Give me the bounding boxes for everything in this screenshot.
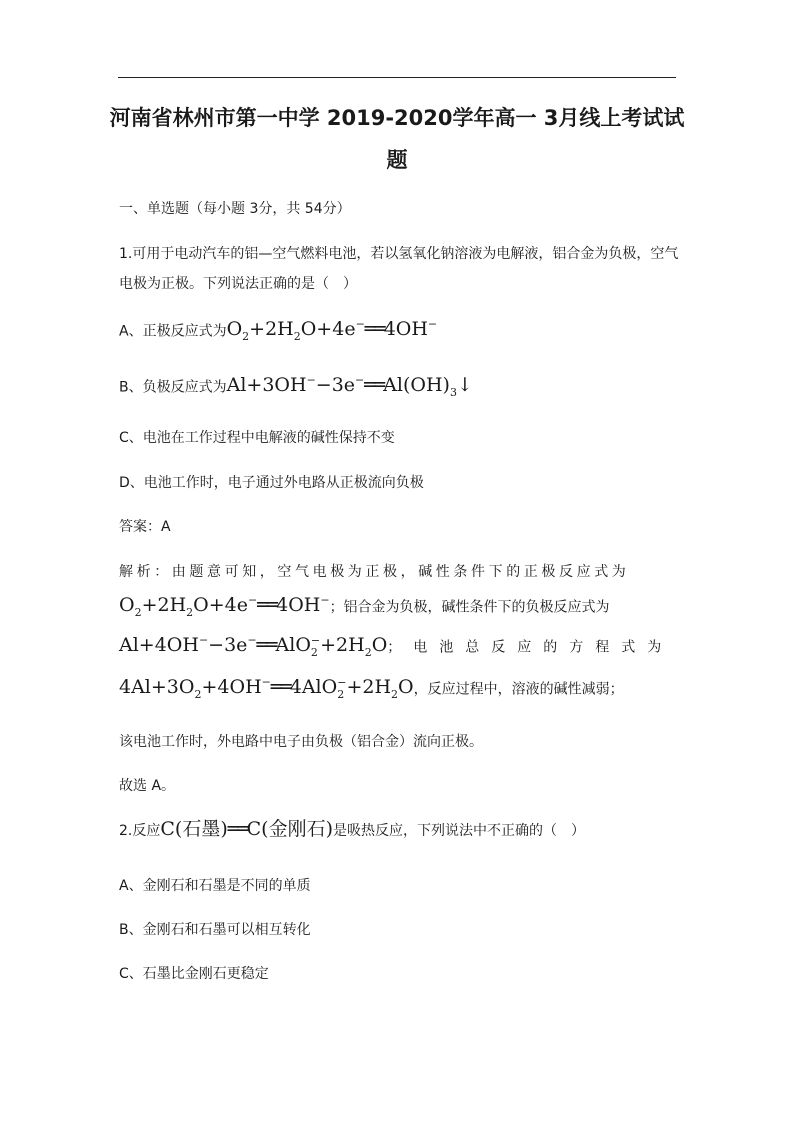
diamond-label: 金刚石 bbox=[268, 818, 326, 840]
q1-option-a-label: A、正极反应式为 bbox=[119, 323, 227, 340]
q1-stem-line2: 电极为正极。下列说法正确的是（ ） bbox=[119, 276, 357, 292]
q2-stem bbox=[119, 818, 585, 841]
q1-analysis-line4 bbox=[119, 676, 624, 701]
q2-stem-prefix: 2.反应 bbox=[119, 823, 161, 839]
q1-analysis-line3 bbox=[119, 634, 673, 659]
q1-conclusion: 故选 A。 bbox=[119, 778, 176, 794]
q1-stem-line1: 1.可用于电动汽车的铝—空气燃料电池，若以氢氧化钠溶液为电解液，铝合金为负极，空气 bbox=[119, 246, 679, 262]
equation-cathode-analysis: $O_2+2H_2O+4e^-══4OH^-$ bbox=[119, 594, 330, 620]
equation-graphite-diamond: C(石墨)══C(金刚石) bbox=[160, 818, 334, 840]
q2-option-a: A、金刚石和石墨是不同的单质 bbox=[119, 878, 311, 894]
section-heading: 一、单选题（每小题 3分，共 54分） bbox=[119, 201, 351, 217]
q1-analysis-line5: 该电池工作时，外电路中电子由负极（铝合金）流向正极。 bbox=[119, 734, 483, 750]
q1-analysis-line3-text: ；电池总反应的方程式为 bbox=[387, 639, 674, 656]
graphite-label: 石墨 bbox=[182, 818, 221, 840]
q1-analysis-line1: 解析：由题意可知，空气电极为正极，碱性条件下的正极反应式为 bbox=[119, 564, 630, 580]
q1-option-b-label: B、负极反应式为 bbox=[119, 379, 227, 396]
q1-option-d: D、电池工作时，电子通过外电路从正极流向负极 bbox=[119, 475, 424, 491]
q1-analysis-line2-text: ；铝合金为负极，碱性条件下的负极反应式为 bbox=[329, 599, 610, 616]
q1-answer: 答案：A bbox=[119, 519, 171, 535]
q2-option-c: C、石墨比金刚石更稳定 bbox=[119, 966, 269, 982]
equation-anode-wrong: $Al+3OH^--3e^-══Al(OH)_3↓$ bbox=[226, 374, 473, 400]
q1-option-b bbox=[119, 374, 473, 399]
header-rule bbox=[118, 77, 676, 78]
q1-option-a bbox=[119, 318, 437, 343]
document-title-line2: 题 bbox=[386, 148, 408, 172]
q1-analysis-line2 bbox=[119, 594, 610, 619]
equation-overall-analysis: $4Al+3O_2+4OH^-══4AlO_2^-+2H_2O$ bbox=[119, 676, 414, 702]
q2-option-b: B、金刚石和石墨可以相互转化 bbox=[119, 922, 311, 938]
q2-stem-suffix: 是吸热反应，下列说法中不正确的（ ） bbox=[333, 823, 586, 839]
q1-analysis-line4-text: ，反应过程中，溶液的碱性减弱； bbox=[413, 681, 624, 698]
document-title-line1: 河南省林州市第一中学 2019-2020学年高一 3月线上考试试 bbox=[109, 106, 685, 130]
equation-cathode: $O_2+2H_2O+4e^-══4OH^-$ bbox=[226, 318, 438, 344]
q1-option-c: C、电池在工作过程中电解液的碱性保持不变 bbox=[119, 430, 395, 446]
equation-anode-analysis: $Al+4OH^--3e^-══AlO_2^-+2H_2O$ bbox=[119, 634, 388, 660]
